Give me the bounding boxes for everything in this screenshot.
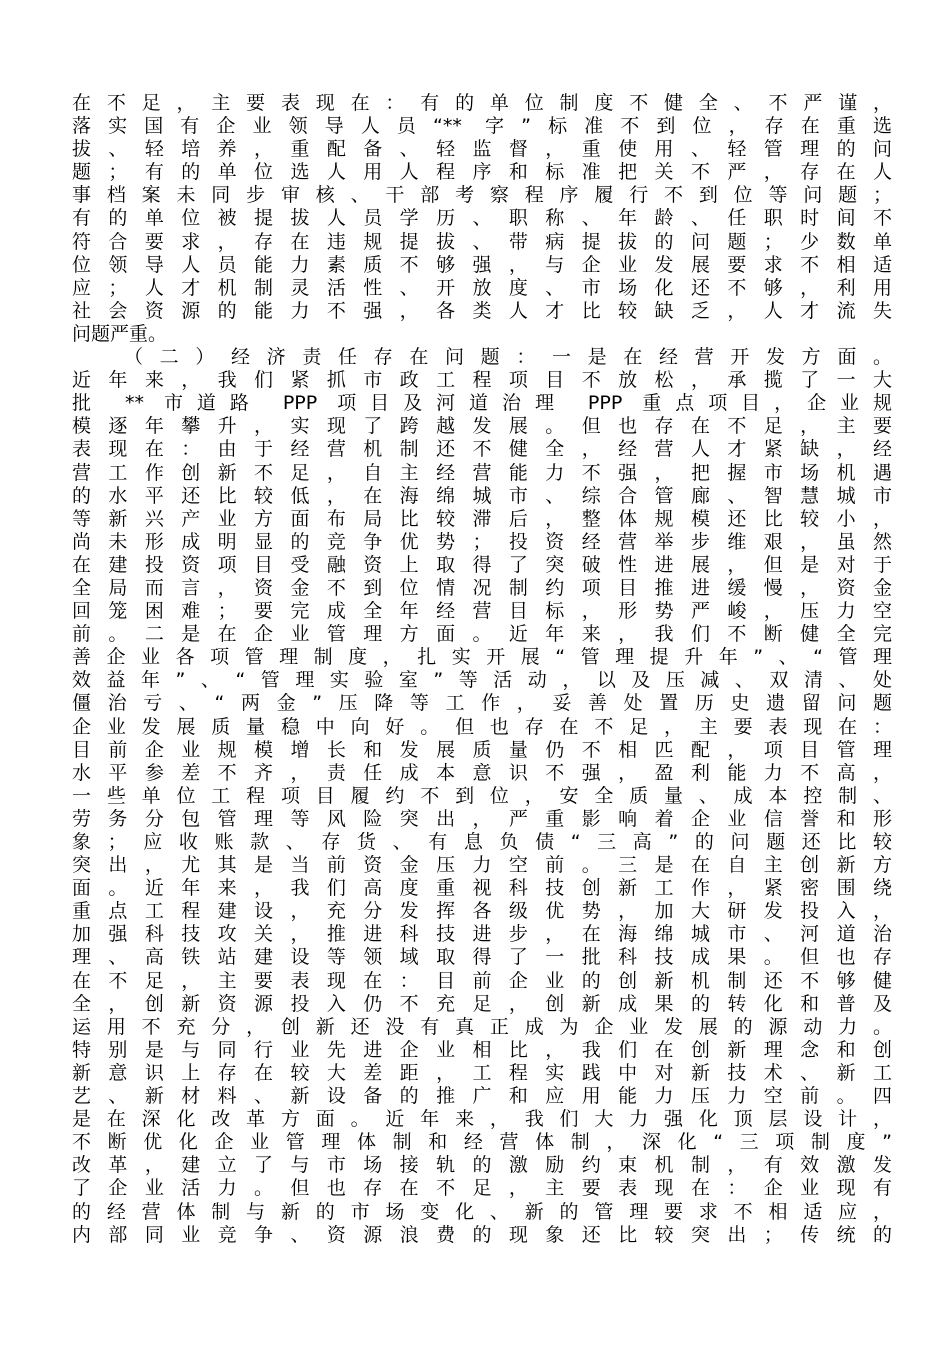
text-line: 新意识上存在较大差距，工程实践中对新技术、新工 <box>72 1061 892 1084</box>
text-line: 面。近年来，我们高度重视科技创新工作，紧密围绕 <box>72 877 892 900</box>
text-line: 问题严重。 <box>72 322 168 345</box>
text-line: 象；应收账款、存货、有息负债“三高”的问题还比较 <box>72 831 892 853</box>
text-line: 批 ** 市道路 PPP 项目及河道治理 PPP 重点项目，企业规 <box>72 392 892 415</box>
text-line: 的水平还比较低，在海绵城市、综合管廊、智慧城市 <box>72 484 892 507</box>
text-line: 符合要求，存在违规提拔、带病提拔的问题；少数单 <box>72 230 892 253</box>
text-line: 前。二是在企业管理方面。近年来，我们不断健全完 <box>72 623 892 646</box>
text-line: 事档案未同步审核、干部考察程序履行不到位等问题； <box>72 184 892 207</box>
text-line: 回笼困难；要完成全年经营目标，形势严峻，压力空 <box>72 600 892 623</box>
text-line: 在不足，主要表现在：目前企业的创新机制还不够健 <box>72 969 892 992</box>
text-line: 理、高铁站建设等领域取得了一批科技成果。但也存 <box>72 946 892 969</box>
text-line: 社会资源的能力不强，各类人才比较缺乏，人才流失 <box>72 299 892 322</box>
text-line: 拔、轻培养，重配备、轻监督，重使用、轻管理的问 <box>72 138 892 161</box>
text-line: 艺、新材料、新设备的推广和应用能力压力空前。四 <box>72 1085 892 1108</box>
text-line: 等新兴产业方面布局比较滞后，整体规模还比较小， <box>72 507 892 530</box>
text-line: 表现在：由于经营机制还不健全，经营人才紧缺，经 <box>72 438 892 461</box>
text-line: 全局而言，资金不到位情况制约项目推进缓慢，资金 <box>72 576 892 599</box>
text-line: 全，创新资源投入仍不充足，创新成果的转化和普及 <box>72 992 892 1015</box>
text-line: 有的单位被提拔人员学历、职称、年龄、任职时间不 <box>72 207 892 230</box>
text-line: 特别是与同行业先进企业相比，我们在创新理念和创 <box>72 1038 892 1061</box>
body-text <box>72 92 892 1247</box>
text-line: 企业发展质量稳中向好。但也存在不足，主要表现在： <box>72 715 892 738</box>
text-line: 近年来，我们紧抓市政工程项目不放松，承揽了一大 <box>72 369 892 392</box>
text-line: 水平参差不齐，责任成本意识不强，盈利能力不高， <box>72 761 892 784</box>
text-line: 的经营体制与新的市场变化、新的管理要求不相适应， <box>72 1200 892 1223</box>
text-line: 营工作创新不足，自主经营能力不强，把握市场机遇 <box>72 461 892 484</box>
text-line: 了企业活力。但也存在不足，主要表现在：企业现有 <box>72 1177 892 1200</box>
text-line: 重点工程建设，充分发挥各级优势，加大研发投入， <box>72 900 892 923</box>
text-line: 是在深化改革方面。近年来，我们大力强化顶层设计， <box>72 1108 892 1131</box>
text-line: 位领导人员能力素质不够强，与企业发展要求不相适 <box>72 253 892 276</box>
text-line: 加强科技攻关，推进科技进步，在海绵城市、河道治 <box>72 923 892 946</box>
text-line: 模逐年攀升，实现了跨越发展。但也存在不足，主要 <box>72 415 892 438</box>
text-line: 尚未形成明显的竞争优势；投资经营举步维艰，虽然 <box>72 530 892 553</box>
text-line: 改革，建立了与市场接轨的激励约束机制，有效激发 <box>72 1154 892 1177</box>
section-heading-line: （二）经济责任存在问题：一是在经营开发方面。 <box>124 346 892 369</box>
text-line: 题；有的单位选人用人程序和标准把关不严，存在人 <box>72 161 892 184</box>
text-line: 一些单位工程项目履约不到位，安全质量、成本控制、 <box>72 784 892 807</box>
text-line: 不断优化企业管理体制和经营体制，深化“三项制度” <box>72 1131 892 1154</box>
text-line: 在不足，主要表现在：有的单位制度不健全、不严谨， <box>72 92 892 114</box>
text-line: 劳务分包管理等风险突出，严重影响着企业信誉和形 <box>72 807 892 830</box>
text-line: 运用不充分，创新还没有真正成为企业发展的源动力。 <box>72 1015 892 1038</box>
text-line: 目前企业规模增长和发展质量仍不相匹配，项目管理 <box>72 738 892 761</box>
text-line: 在建投资项目受融资上取得了突破性进展，但是对于 <box>72 553 892 576</box>
text-line: 突出，尤其是当前资金压力空前。三是在自主创新方 <box>72 854 892 877</box>
text-line: 内部同业竞争、资源浪费的现象还比较突出；传统的 <box>72 1223 892 1246</box>
text-line: 应；人才机制灵活性、开放度、市场化还不够，利用 <box>72 276 892 299</box>
text-line: 落实国有企业领导人员“** 字”标准不到位，存在重选 <box>72 115 892 138</box>
text-line: 善企业各项管理制度，扎实开展“管理提升年”、“管理 <box>72 646 892 669</box>
text-line: 僵治亏、“两金”压降等工作，妥善处置历史遗留问题 <box>72 692 892 715</box>
text-line: 效益年”、“管理实验室”等活动，以及压减、双清、处 <box>72 669 892 692</box>
